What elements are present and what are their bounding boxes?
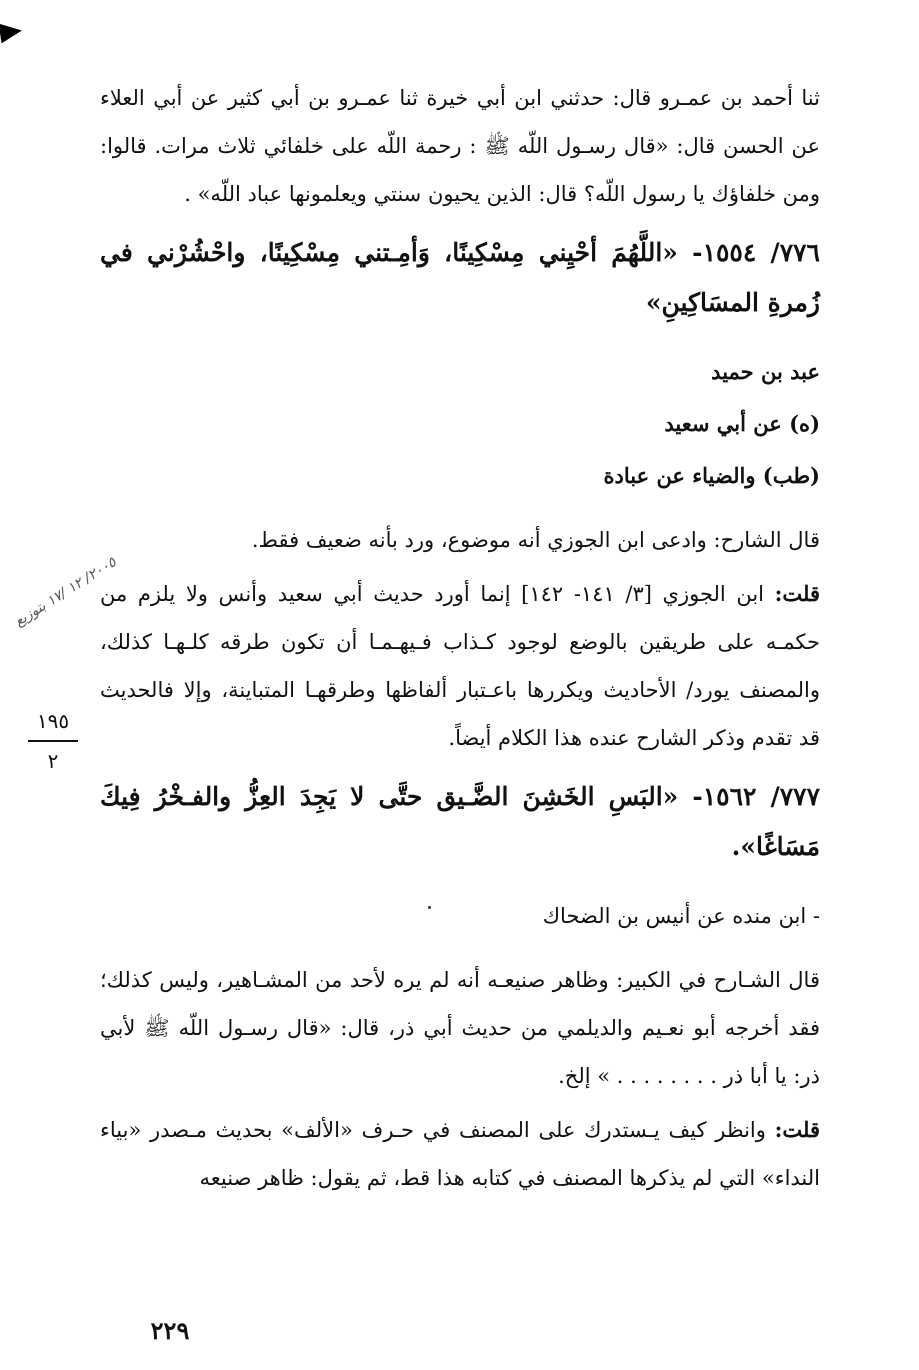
hadith-776: ٧٧٦/ ١٥٥٤- «اللَّهُمَ أحْيِني مِسْكِينًا، وَأمِـتني مِسْكِينًا، واحْشُرْني في زُمرةِ المسَاكِينِ» — [100, 238, 820, 317]
source-line: (طب) والضياء عن عبادة — [603, 463, 820, 488]
handwritten-margin-note: ٢٠٠٥/ ١٢ /١٧ بتوزيع — [11, 554, 120, 630]
margin-ref-rule — [28, 740, 78, 742]
sources-776 — [100, 346, 820, 502]
commentary-text: ابن الجوزي [٣/ ١٤١- ١٤٢] إنما أورد حديث أبي سعيد وأنس ولا يلزم من حكمـه على طريقين بالوضع لوجود كـذاب فـيهـمـا أن تكون طرقه كلـهـا كذلك، والمصنف يورد/ الأحاديث ويكررها باعـتبار ألفاظها وطرقهـا المتباينة، وإلا فالحديث قد تقدم وذكر الشارح عنده هذا الكلام أيضاً. — [100, 582, 820, 750]
qultu-label: قلت: — [774, 1117, 820, 1142]
paragraph-isnad: ثنا أحمد بن عمـرو قال: حدثني ابن أبي خيرة ثنا عمـرو بن أبي كثير عن أبي العلاء عن الحسن قال: «قال رسـول اللّه ﷺ : رحمة اللّه على خلفائي ثلاث مرات. قالوا: ومن خلفاؤك يا رسول اللّه؟ قال: الذين يحيون سنتي ويعلمونها عباد اللّه» . — [100, 86, 820, 206]
commentary-kabir: قال الشـارح في الكبير: وظاهر صنيعـه أنه لم يره لأحد من المشـاهير، وليس كذلك؛ فقد أخرجه أبو نعـيم والديلمي من حديث أبي ذر، قال: «قال رسـول اللّه ﷺ لأبي ذر: يا أبا ذر . . . . . . . . » إلخ. — [100, 968, 820, 1088]
commentary-sharih: قال الشارح: وادعى ابن الجوزي أنه موضوع، ورد بأنه ضعيف فقط. — [251, 528, 820, 552]
stray-dot — [428, 906, 431, 909]
source-line: (ه) عن أبي سعيد — [664, 411, 820, 436]
commentary-qultu-1 — [100, 570, 820, 762]
page-body — [100, 74, 820, 1208]
margin-ref-top: ١٩٥ — [36, 709, 70, 733]
corner-mark — [0, 21, 23, 44]
commentary-text: وانظر كيف يـستدرك على المصنف في حـرف «الألف» بحديث مـصدر «بياء النداء» التي لم يذكرها المصنف في كتابه هذا قط، ثم يقول: ظاهر صنيعه — [100, 1118, 820, 1190]
qultu-label: قلت: — [774, 581, 820, 606]
page-number: ٢٢٩ — [150, 1316, 190, 1345]
margin-ref-bottom: ٢ — [47, 749, 59, 773]
commentary-qultu-2 — [100, 1106, 820, 1202]
source-777: - ابن منده عن أنيس بن الضحاك — [542, 904, 820, 928]
margin-reference — [28, 708, 78, 774]
hadith-777: ٧٧٧/ ١٥٦٢- «البَسِ الخَشِنَ الضَّـيق حتَّى لا يَجِدَ العِزُّ والفـخْرُ فِيكَ مَسَاغًا». — [100, 782, 821, 861]
source-line: عبد بن حميد — [711, 359, 820, 384]
